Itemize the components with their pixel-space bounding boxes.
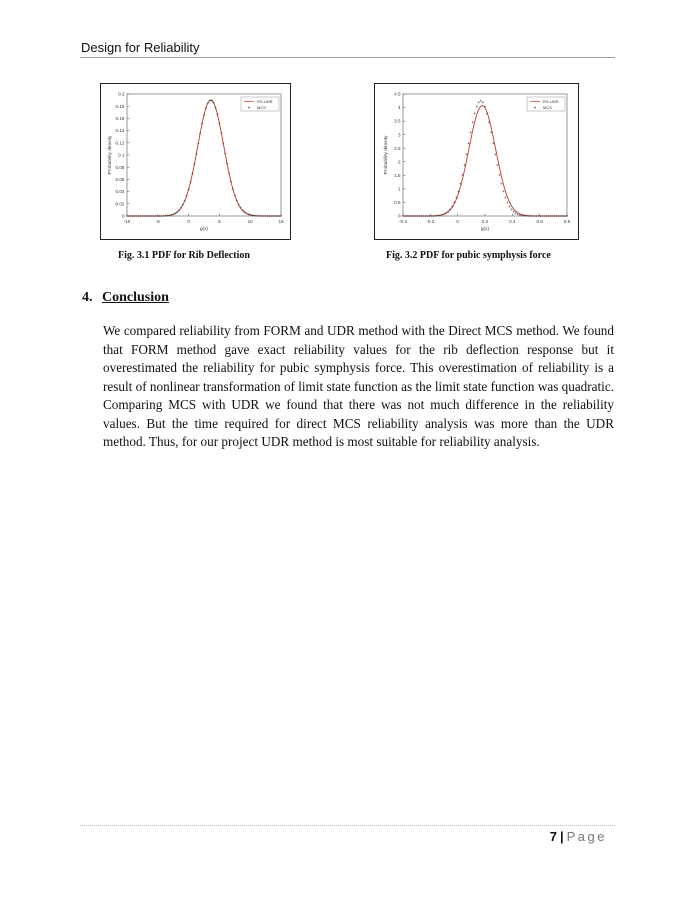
x-tick-label: 5 (218, 219, 221, 224)
plot-area (403, 94, 567, 216)
running-header: Design for Reliability (81, 40, 200, 55)
x-tick-label: -0.2 (426, 219, 435, 224)
legend-label-mcs: MCS (543, 105, 552, 110)
x-axis-label: g(x) (480, 227, 490, 232)
y-tick-label: 0.1 (118, 152, 125, 158)
figure-pubic-symphysis (374, 83, 579, 240)
x-axis-label: g(x) (199, 227, 209, 232)
y-tick-label: 0.08 (115, 164, 125, 170)
x-tick-label: 0.2 (481, 219, 489, 224)
y-tick-label: 0.04 (115, 189, 125, 195)
footer-rule (80, 825, 615, 826)
y-axis-label: Probability density (108, 135, 113, 175)
chart-legend (241, 97, 279, 111)
x-tick-label: 0.4 (509, 219, 516, 224)
figure-caption-3-1: Fig. 3.1 PDF for Rib Deflection (118, 250, 250, 261)
footer-separator: | (559, 829, 564, 844)
page-footer (550, 829, 607, 844)
x-tick-label: -0.4 (399, 219, 407, 224)
legend-label-mcs: MCS (257, 105, 266, 110)
chart-legend (527, 97, 565, 111)
figure-caption-3-2: Fig. 3.2 PDF for pubic symphysis force (386, 250, 551, 261)
y-tick-label: 0.2 (118, 91, 125, 97)
x-tick-label: -5 (155, 219, 160, 224)
pdf-chart-pubic-symphysis (375, 84, 578, 239)
y-tick-label: 0.14 (115, 128, 125, 134)
y-tick-label: 0.5 (394, 200, 401, 206)
y-tick-label: 0 (397, 213, 401, 219)
figure-rib-deflection (100, 83, 291, 240)
plot-area (127, 94, 281, 216)
y-tick-label: 4.5 (394, 91, 401, 97)
y-tick-label: 1.5 (394, 172, 401, 178)
legend-label-rs-udr: RS-UDR (543, 99, 559, 104)
y-tick-label: 0.16 (115, 116, 125, 121)
x-tick-label: 0 (456, 219, 459, 224)
section-heading (82, 290, 169, 306)
x-tick-label: 0.6 (536, 219, 543, 224)
y-tick-label: 4 (397, 105, 401, 111)
page-label: Page (566, 829, 607, 844)
y-tick-label: 3 (397, 132, 401, 138)
y-tick-label: 1 (397, 186, 401, 192)
y-tick-label: 0.02 (115, 201, 125, 207)
x-tick-label: 15 (278, 219, 284, 224)
y-tick-label: 0.12 (115, 140, 125, 146)
y-tick-label: 2 (397, 159, 401, 165)
y-tick-label: 0.06 (115, 177, 125, 182)
y-tick-label: 0 (121, 213, 125, 219)
x-tick-label: 10 (247, 219, 253, 224)
y-tick-label: 3.5 (394, 118, 401, 124)
y-tick-label: 2.5 (394, 145, 401, 151)
pdf-chart-rib-deflection (101, 84, 290, 239)
legend-label-rs-udr: RS-UDR (257, 99, 273, 104)
x-tick-label: 0.8 (563, 219, 571, 224)
x-tick-label: -10 (123, 219, 131, 224)
conclusion-paragraph: We compared reliability from FORM and UDR method with the Direct MCS method. We found that FORM method gave exact reliability values for the rib deflection response but it overestimated the reliability for pubic symphysis force. This overestimation of reliability is a result of nonlinear transformation of limit state function as the limit state function was quadratic. Comparing MCS with UDR we found that there was not much difference in the reliability values. But the time required for direct MCS reliability analysis was more than the UDR method. Thus, for our project UDR method is most suitable for reliability analysis. (103, 323, 614, 449)
y-tick-label: 0.18 (115, 103, 125, 109)
page-number: 7 (549, 829, 557, 844)
x-tick-label: 0 (187, 219, 190, 224)
section-title: Conclusion (102, 290, 169, 305)
header-rule (80, 57, 615, 58)
section-number: 4. (82, 290, 93, 305)
y-axis-label: Probability density (384, 135, 389, 175)
